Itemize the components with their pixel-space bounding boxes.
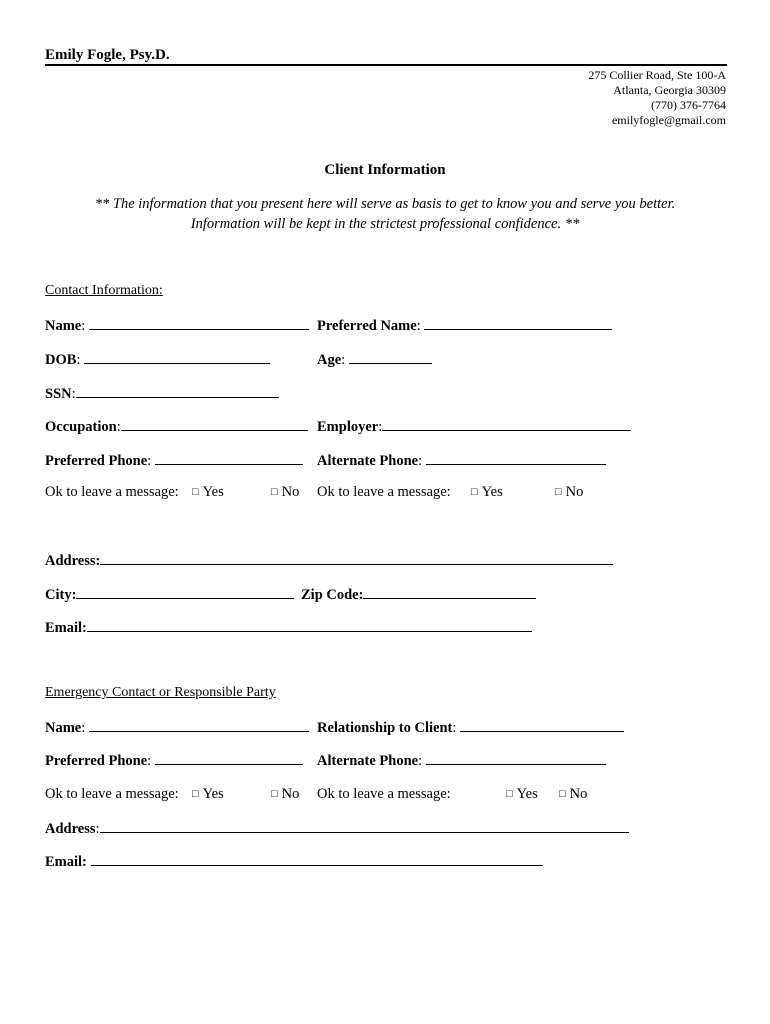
- emergency-email-row: [45, 852, 543, 871]
- practitioner-name: Emily Fogle, Psy.D.: [45, 47, 170, 63]
- address-label: Address:: [45, 553, 101, 569]
- checkbox-icon: □: [559, 788, 566, 800]
- age-row: Age:: [317, 350, 432, 369]
- city-label: City:: [45, 587, 77, 603]
- employer-field[interactable]: [382, 417, 631, 431]
- ok-message-no-checkbox-alternate[interactable]: □ No: [555, 484, 584, 500]
- age-field[interactable]: [349, 350, 432, 364]
- dob-field[interactable]: [84, 350, 270, 364]
- emergency-email-field[interactable]: [91, 852, 543, 866]
- emergency-name-row: Name:: [45, 718, 309, 737]
- address-row: [45, 551, 613, 570]
- preferred-phone-label: Preferred Phone: [45, 453, 148, 469]
- address-line-2: Atlanta, Georgia 30309: [613, 83, 726, 97]
- checkbox-icon: □: [271, 486, 278, 498]
- preferred-phone-field[interactable]: [155, 451, 303, 465]
- emergency-email-label: Email:: [45, 854, 87, 870]
- relationship-field[interactable]: [460, 718, 624, 732]
- address-field[interactable]: [100, 551, 613, 565]
- preferred-name-label: Preferred Name: [317, 318, 417, 334]
- header-divider: [45, 64, 727, 66]
- alternate-phone-row: Alternate Phone:: [317, 451, 606, 470]
- relationship-label: Relationship to Client: [317, 720, 453, 736]
- name-row: Name:: [45, 316, 309, 335]
- confidentiality-note-line-1: ** The information that you present here will serve as basis to get to know you and serve you better.: [94, 196, 676, 212]
- preferred-name-row: Preferred Name:: [317, 316, 612, 335]
- emergency-alternate-phone-field[interactable]: [426, 751, 606, 765]
- email-address: emilyfogle@gmail.com: [611, 113, 726, 127]
- emergency-alternate-phone-row: Alternate Phone:: [317, 751, 606, 770]
- city-row: [45, 585, 294, 604]
- confidentiality-note-line-2: Information will be kept in the strictest professional confidence. **: [190, 216, 580, 232]
- email-field[interactable]: [87, 618, 532, 632]
- emergency-ok-message-no-checkbox-primary[interactable]: □ No: [271, 786, 300, 802]
- name-field[interactable]: [89, 316, 309, 330]
- phone-number: (770) 376-7764: [651, 98, 726, 112]
- ssn-label: SSN: [45, 386, 72, 402]
- checkbox-icon: □: [192, 486, 199, 498]
- ok-message-no-checkbox-primary[interactable]: □ No: [271, 484, 300, 500]
- emergency-ok-message-no-checkbox-alternate[interactable]: □ No: [559, 786, 588, 802]
- ok-message-label-alternate: Ok to leave a message:: [317, 484, 451, 500]
- checkbox-icon: □: [506, 788, 513, 800]
- dob-row: DOB:: [45, 350, 270, 369]
- emergency-alternate-phone-label: Alternate Phone: [317, 753, 419, 769]
- zip-row: [301, 585, 536, 604]
- emergency-preferred-phone-row: Preferred Phone:: [45, 751, 303, 770]
- occupation-field[interactable]: [121, 417, 308, 431]
- emergency-ok-message-label-primary: Ok to leave a message:: [45, 786, 179, 802]
- dob-label: DOB: [45, 352, 77, 368]
- ok-message-yes-checkbox-primary[interactable]: □ Yes: [192, 484, 224, 500]
- emergency-name-label: Name: [45, 720, 82, 736]
- relationship-row: Relationship to Client:: [317, 718, 624, 737]
- contact-section-heading: Contact Information:: [45, 283, 163, 298]
- email-label: Email:: [45, 620, 87, 636]
- zip-label: Zip Code:: [301, 587, 364, 603]
- form-title: Client Information: [324, 162, 446, 178]
- occupation-label: Occupation: [45, 419, 117, 435]
- emergency-address-row: Address:: [45, 819, 629, 838]
- emergency-address-field[interactable]: [100, 819, 629, 833]
- employer-row: Employer:: [317, 417, 631, 436]
- zip-field[interactable]: [363, 585, 536, 599]
- emergency-address-label: Address: [45, 821, 96, 837]
- checkbox-icon: □: [471, 486, 478, 498]
- checkbox-icon: □: [555, 486, 562, 498]
- ok-message-label-primary: Ok to leave a message:: [45, 484, 179, 500]
- occupation-row: Occupation:: [45, 417, 308, 436]
- alternate-phone-field[interactable]: [426, 451, 606, 465]
- emergency-preferred-phone-field[interactable]: [155, 751, 303, 765]
- email-row: [45, 618, 532, 637]
- address-line-1: 275 Collier Road, Ste 100-A: [588, 68, 726, 82]
- ssn-field[interactable]: [76, 384, 279, 398]
- emergency-name-field[interactable]: [89, 718, 309, 732]
- city-field[interactable]: [76, 585, 294, 599]
- emergency-section-heading: Emergency Contact or Responsible Party: [45, 685, 276, 700]
- preferred-name-field[interactable]: [424, 316, 612, 330]
- ssn-row: SSN:: [45, 384, 279, 403]
- checkbox-icon: □: [192, 788, 199, 800]
- checkbox-icon: □: [271, 788, 278, 800]
- alternate-phone-label: Alternate Phone: [317, 453, 419, 469]
- employer-label: Employer: [317, 419, 379, 435]
- emergency-ok-message-yes-checkbox-primary[interactable]: □ Yes: [192, 786, 224, 802]
- emergency-ok-message-yes-checkbox-alternate[interactable]: □ Yes: [506, 786, 538, 802]
- emergency-ok-message-label-alternate: Ok to leave a message:: [317, 786, 451, 802]
- preferred-phone-row: Preferred Phone:: [45, 451, 303, 470]
- ok-message-yes-checkbox-alternate[interactable]: □ Yes: [471, 484, 503, 500]
- name-label: Name: [45, 318, 82, 334]
- emergency-preferred-phone-label: Preferred Phone: [45, 753, 148, 769]
- age-label: Age: [317, 352, 342, 368]
